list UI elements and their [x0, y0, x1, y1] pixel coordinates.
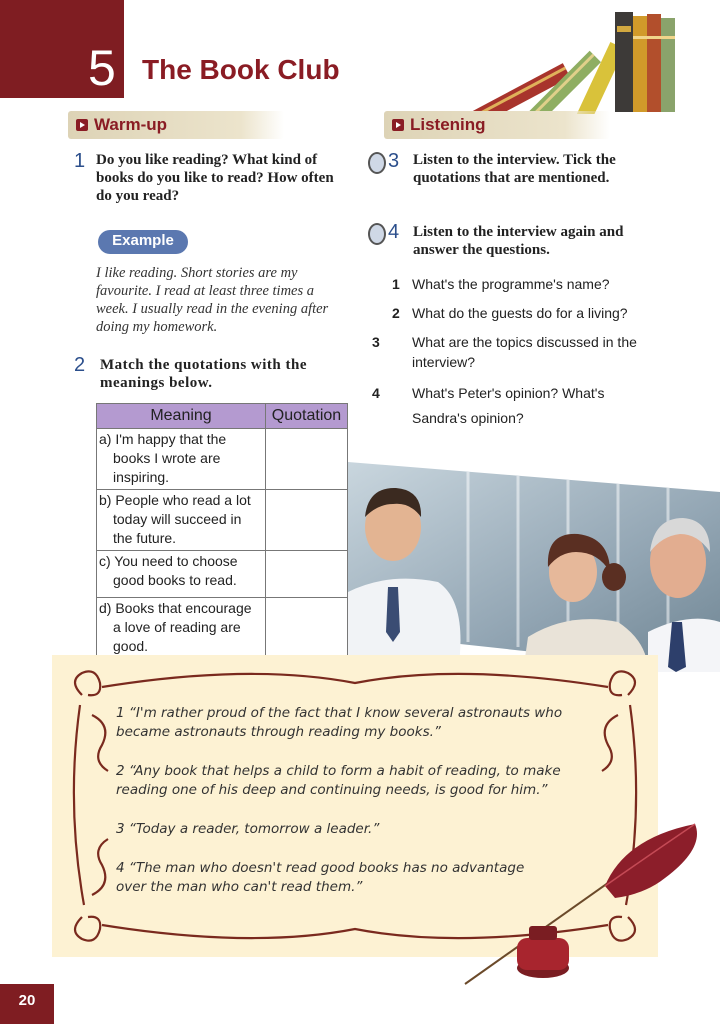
question-2-text: Match the quotations with the meanings below. — [100, 357, 308, 391]
meaning-cell: c) You need to choose good books to read. — [99, 553, 238, 588]
table-row — [97, 551, 266, 598]
table-row — [97, 490, 266, 551]
audio-icon[interactable] — [368, 152, 386, 174]
column-header-quotation: Quotation — [266, 404, 348, 429]
list-item: 1 What's the programme's name? — [392, 276, 610, 292]
meaning-cell: a) I'm happy that the books I wrote are inspiring. — [99, 431, 227, 485]
play-bullet-icon — [76, 119, 88, 131]
list-item: 3 What are the topics discussed in the interview? — [372, 334, 637, 370]
audio-icon[interactable] — [368, 223, 386, 245]
quotation-answer-cell[interactable] — [266, 490, 348, 551]
listening-label: Listening — [410, 115, 486, 134]
table-row — [97, 598, 266, 659]
quote-4: 4 “The man who doesn't read good books has no advantage over the man who can't read them.” — [116, 860, 525, 895]
warmup-label: Warm-up — [94, 115, 168, 134]
question-4-number: 4 — [388, 221, 400, 243]
play-bullet-icon — [392, 119, 404, 131]
interview-photo — [348, 462, 720, 672]
quotation-answer-cell[interactable] — [266, 429, 348, 490]
warmup-section-header — [68, 111, 284, 139]
matching-table — [96, 403, 348, 659]
quill-pen-icon — [455, 818, 710, 990]
question-3-number: 3 — [388, 150, 400, 172]
page-number: 20 — [18, 992, 36, 1009]
meaning-cell: b) People who read a lot today will succeed in the future. — [99, 492, 251, 546]
list-item: 2 What do the guests do for a living? — [392, 305, 628, 321]
table-row — [97, 429, 266, 490]
unit-number: 5 — [88, 40, 116, 96]
example-text: I like reading. Short stories are my favourite. I read at least three times a week. I usually read in the evening after doing my homework. — [96, 265, 329, 335]
meaning-cell: d) Books that encourage a love of reading are good. — [99, 600, 252, 654]
quote-1: 1 “I'm rather proud of the fact that I know several astronauts who became astronauts through reading my books.” — [116, 705, 563, 740]
quote-2: 2 “Any book that helps a child to form a habit of reading, to make reading one of his deep and continuing needs, is good for him.” — [116, 763, 561, 798]
quote-3: 3 “Today a reader, tomorrow a leader.” — [116, 821, 380, 837]
quotation-answer-cell[interactable] — [266, 551, 348, 598]
listening-section-header — [384, 111, 610, 139]
page-title: The Book Club — [142, 54, 340, 85]
question-1-number: 1 — [74, 150, 86, 172]
question-1-text: Do you like reading? What kind of books do you like to read? How often do you read? — [96, 152, 334, 204]
question-2-number: 2 — [74, 354, 86, 376]
quotation-answer-cell[interactable] — [266, 598, 348, 659]
question-3-text: Listen to the interview. Tick the quotations that are mentioned. — [413, 152, 616, 186]
question-4-text: Listen to the interview again and answer the questions. — [413, 224, 624, 258]
books-illustration — [455, 6, 680, 114]
example-label: Example — [112, 232, 174, 249]
column-header-meaning: Meaning — [97, 404, 266, 429]
list-item: 4 What's Peter's opinion? What's Sandra's opinion? — [372, 385, 605, 426]
